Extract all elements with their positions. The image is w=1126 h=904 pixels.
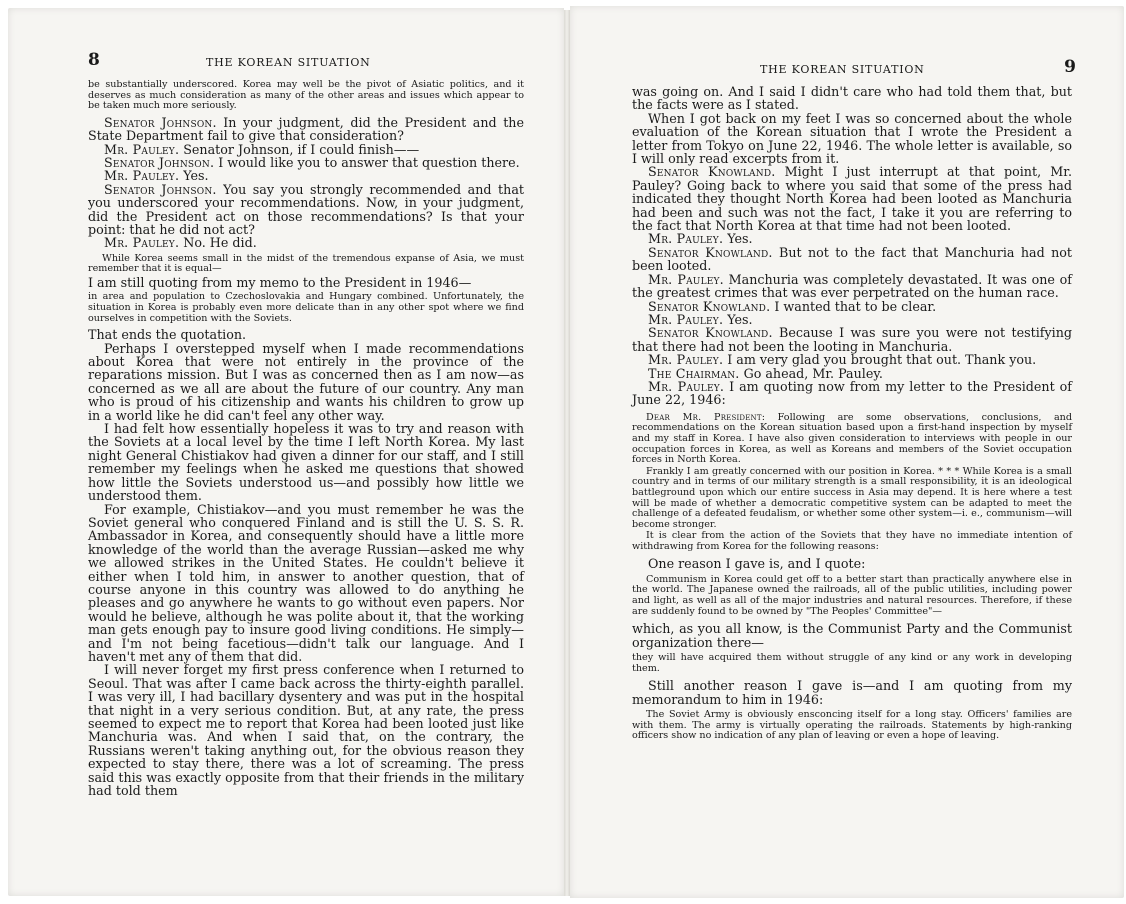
speaker-name: Mr. Pauley. (104, 141, 180, 157)
left-page-content (88, 50, 524, 799)
testimony-paragraph: For example, Chistiakov—and you must remember he was the Soviet general who conquered Finland and is still the U. S. S. R. Ambassador in Korea, and consequently should have a little more knowledge of the world than the average Russian—asked me why we allowed strikes in the United States. He couldn't believe it either when I told him, in answer to another question, that of course anyone in this country was allowed to do anything he pleases and go anywhere he wants to go without even papers. Nor would he believe, although he was polite about it, that the working man gets enough pay to insure good living conditions. He simply—and I'm not being facetious—didn't talk our language. And I haven't met any of them that did. (88, 501, 524, 664)
page-number: 8 (88, 50, 100, 70)
quoted-passage: in area and population to Czechoslovakia and Hungary combined. Unfortunately, the situation in Korea is probably even more delicate than in any other spot where we find ourselves in competition with the Soviets. (88, 291, 524, 324)
testimony-paragraph: was going on. And I said I didn't care who had told them that, but the facts were as I stated. (632, 84, 1072, 113)
speaker-name: Senator Johnson. (104, 155, 215, 170)
quoted-letter: Dear Mr. President: Following are some observations, conclusions, and recommendations on the Korean situation based upon a first-hand inspection by myself and my staff in Korea. I have also given consideration to interviews with people in our occupation forces in Korea, as well as Koreans and members of the Soviet occupation forces in North Korea. (632, 411, 1072, 466)
testimony-paragraph: The Chairman. Go ahead, Mr. Pauley. (648, 365, 883, 381)
testimony-paragraph: I am still quoting from my memo to the President in 1946— (88, 275, 472, 291)
testimony-paragraph: I had felt how essentially hopeless it was to try and reason with the Soviets at a local level by the time I left North Korea. My last night General Chistiakov had given a dinner for our staff, and I still remember my feelings when he asked me questions that showed how little the Soviets understood us—and possibly how little we understood them. (88, 421, 524, 504)
testimony-paragraph: Senator Knowland. But not to the fact that Manchuria had not been looted. (632, 244, 1072, 274)
speaker-name: Senator Knowland. (648, 325, 773, 341)
right-page-header (632, 57, 1076, 81)
quoted-letter: Frankly I am greatly concerned with our position in Korea. * * * While Korea is a small country and in terms of our military strength is a small responsibility, it is an ideological battleground upon which our entire success in Asia may depend. It is here where a test will be made of whether a democratic competitive system can be adapted to meet the challenge of a defeated feudalism, or whether some other system—i. e., communism—will become stronger. (632, 465, 1072, 530)
testimony-paragraph: Mr. Pauley. No. He did. (104, 235, 257, 251)
right-page (570, 6, 1124, 898)
speaker-name: Mr. Pauley. (104, 235, 180, 251)
speaker-name: Senator Knowland. (648, 164, 776, 180)
right-page-body (632, 85, 1072, 742)
right-page-content (632, 57, 1076, 743)
speaker-name: Mr. Pauley. (648, 378, 725, 394)
running-head: THE KOREAN SITUATION (206, 56, 371, 69)
testimony-paragraph: Still another reason I gave is—and I am quoting from my memorandum to him in 1946: (632, 678, 1072, 707)
speaker-name: Mr. Pauley. (648, 271, 724, 287)
testimony-paragraph: Senator Knowland. I wanted that to be clear. (648, 298, 937, 314)
testimony-paragraph: Mr. Pauley. Senator Johnson, if I could finish—— (104, 141, 420, 157)
page-number: 9 (1064, 57, 1076, 77)
left-page (8, 8, 564, 896)
speaker-name: The Chairman. (648, 365, 740, 381)
testimony-paragraph: which, as you all know, is the Communist Party and the Communist organization there— (632, 621, 1072, 650)
testimony-paragraph: Senator Knowland. Might I just interrupt at that point, Mr. Pauley? Going back to where you said that some of the press had indicated they thought North Korea had been looted as Manchuria had been and such was not the fact, I take it you are referring to the fact that North Korea at that time had not been looted. (632, 164, 1072, 234)
left-page-header (88, 50, 524, 76)
speaker-name: Senator Knowland. (648, 244, 773, 260)
testimony-paragraph: Mr. Pauley. Yes. (104, 168, 209, 184)
testimony-paragraph: One reason I gave is, and I quote: (648, 556, 866, 572)
speaker-name: Senator Johnson. (104, 114, 217, 130)
testimony-paragraph: Perhaps I overstepped myself when I made recommendations about Korea that were not entirely in the province of the reparations mission. But I was as concerned then as I am now—as concerned as we all are about the future of our country. Any man who is proud of his citizenship and wants his children to grow up in a world like he did can't feel any other way. (88, 340, 524, 423)
speaker-name: Mr. Pauley. (648, 231, 724, 247)
testimony-paragraph: Mr. Pauley. Yes. (648, 231, 753, 247)
testimony-paragraph: Senator Johnson. I would like you to answer that question there. (104, 155, 520, 170)
testimony-paragraph: Mr. Pauley. Manchuria was completely devastated. It was one of the greatest crimes that was ever perpetrated on the human race. (632, 271, 1072, 301)
testimony-paragraph: Senator Knowland. Because I was sure you were not testifying that there had not been the looting in Manchuria. (632, 325, 1072, 354)
speaker-name: Senator Johnson. (104, 181, 217, 197)
speaker-name: Mr. Pauley. (104, 168, 180, 184)
salutation: Dear Mr. President: (646, 411, 766, 423)
testimony-paragraph: That ends the quotation. (88, 327, 247, 343)
quoted-passage: The Soviet Army is obviously ensconcing itself for a long stay. Officers' families are with them. The army is virtually operating the railroads. Statements by high-ranking officers show no indication of any plan of leaving or even a hope of leaving. (632, 709, 1072, 742)
testimony-paragraph: Senator Johnson. In your judgment, did the President and the State Department fail to give that consideration? (88, 114, 524, 144)
quoted-passage: be substantially underscored. Korea may well be the pivot of Asiatic politics, and it deserves as much consideration as many of the other areas and issues which appear to be taken much more seriously. (88, 79, 524, 112)
quoted-passage: While Korea seems small in the midst of the tremendous expanse of Asia, we must remember that it is equal— (88, 252, 524, 275)
testimony-paragraph: Mr. Pauley. I am very glad you brought that out. Thank you. (648, 352, 1037, 368)
left-page-body (88, 80, 524, 797)
quoted-passage: they will have acquired them without struggle of any kind or any work in developing them. (632, 652, 1072, 674)
testimony-paragraph: Senator Johnson. You say you strongly recommended and that you underscored your recommendations. Now, in your judgment, did the President act on those recommendations? Is that your point: that he did not act? (88, 181, 524, 238)
testimony-paragraph: I will never forget my first press conference when I returned to Seoul. That was after I came back across the thirty-eighth parallel. I was very ill, I had bacillary dysentery and was put in the hospital that night in a very serious condition. But, at any rate, the press seemed to expect me to report that Korea had been looted just like Manchuria was. And when I said that, on the contrary, the Russians weren't taking anything out, for the obvious reason they expected to stay there, there was a lot of screaming. The press said this was exactly opposite from that their friends in the military had told them (88, 662, 524, 799)
testimony-paragraph: When I got back on my feet I was so concerned about the whole evaluation of the Korean situation that I wrote the President a letter from Tokyo on June 22, 1946. The whole letter is available, so I will only read excerpts from it. (632, 110, 1072, 167)
testimony-paragraph: Mr. Pauley. Yes. (648, 311, 753, 327)
speaker-name: Mr. Pauley. (648, 311, 724, 327)
quoted-passage: Communism in Korea could get off to a better start than practically anywhere else in the world. The Japanese owned the railroads, all of the public utilities, including power and light, as well as all of the major industries and natural resources. Therefore, if these are suddenly found to be owned by "The Peoples' Committee"— (632, 573, 1072, 617)
speaker-name: Mr. Pauley. (648, 352, 724, 368)
testimony-paragraph: Mr. Pauley. I am quoting now from my letter to the President of June 22, 1946: (632, 378, 1072, 408)
quoted-letter: It is clear from the action of the Soviets that they have no immediate intention of withdrawing from Korea for the following reasons: (632, 530, 1072, 552)
speaker-name: Senator Knowland. (648, 298, 771, 314)
running-head: THE KOREAN SITUATION (760, 63, 925, 76)
